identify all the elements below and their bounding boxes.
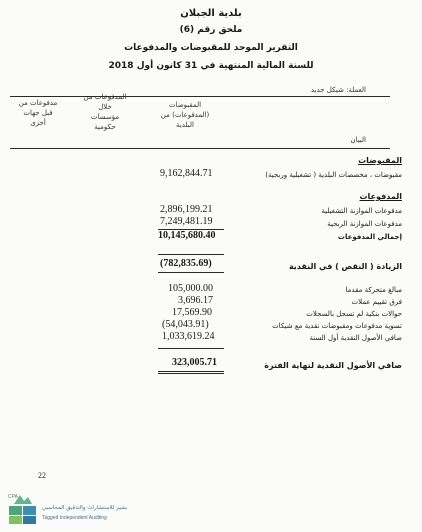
column-header-government: المدفوعات من خلال مؤسسات حكومية [83,93,127,131]
header-bottom-rule [10,148,390,149]
adjustment-value: 105,000.00 [168,283,213,294]
adjustment-value: 1,033,619.24 [162,331,215,342]
adjustment-value: (54,043.91) [162,319,209,330]
annex-number: ملحق رقم (6) [179,25,243,35]
increase-bottom-rule [158,272,224,273]
column-header-municipality: المقبوضات (المدفوعات) من البلدية [160,101,210,129]
net-top-rule [158,348,224,349]
table-top-rule [10,96,390,97]
payments-heading: المدفوعات [359,192,402,201]
adjustment-label: صافي الأصول النقدية أول السنة [309,334,402,342]
payments-row-label: مدفوعات الموازنة الربحية [327,220,402,228]
logo-firm-name: بشير للاستشارات والتدقيق المحاسبي [42,505,128,511]
column-header-others: مدفوعات من قبل جهات أخرى [18,99,58,127]
adjustment-label: حوالات بنكية لم تسجل بالسجلات [306,310,402,318]
receipts-row-label: مقبوضات ، مخصصات البلدية ( تشغيلية وربحية) [265,171,402,179]
net-double-rule-2 [158,373,224,374]
payments-row-value: 7,249,481.19 [160,216,213,227]
increase-top-rule [158,254,224,255]
adjustment-label: تسوية مدفوعات ومقبوضات نقدية مع شيكات [272,322,402,330]
net-double-rule-1 [158,371,224,372]
column-header-item: البيان [350,136,366,144]
report-period: للسنة المالية المنتهية في 31 كانون أول 2018 [108,61,314,71]
adjustment-label: فرق تقييم عملات [351,298,402,306]
payments-row-label: مدفوعات الموازنة التشغيلية [321,207,402,215]
receipts-heading: المقبوضات [358,156,402,165]
currency-label: العملة: شيكل جديد [310,86,366,94]
payments-row-value: 2,896,199.21 [160,204,213,215]
logo-abbr: CPA [8,494,18,500]
increase-label: الزيادة ( النقص ) في النقدية [288,262,402,271]
net-label: صافي الأصول النقدية لنهاية الفترة [264,361,402,370]
adjustment-value: 3,696.17 [178,295,213,306]
increase-value: (782,835.69) [160,258,212,269]
municipality-name: بلدية الجبلان [180,8,242,19]
adjustment-value: 17,569.90 [172,307,212,318]
page-number: 22 [38,471,46,480]
receipts-row-value: 9,162,844.71 [160,168,213,179]
payments-total-value: 10,145,680.40 [158,230,216,241]
net-value: 323,005.71 [172,357,217,368]
adjustment-label: مبالغ متحركة مقدما [345,286,402,294]
report-title: التقرير الموحد للمقبوضات والمدفوعات [124,43,298,53]
payments-total-label: إجمالي المدفوعات [337,233,402,241]
logo-firm-subtitle: Tagged Independent Auditing [42,515,107,521]
